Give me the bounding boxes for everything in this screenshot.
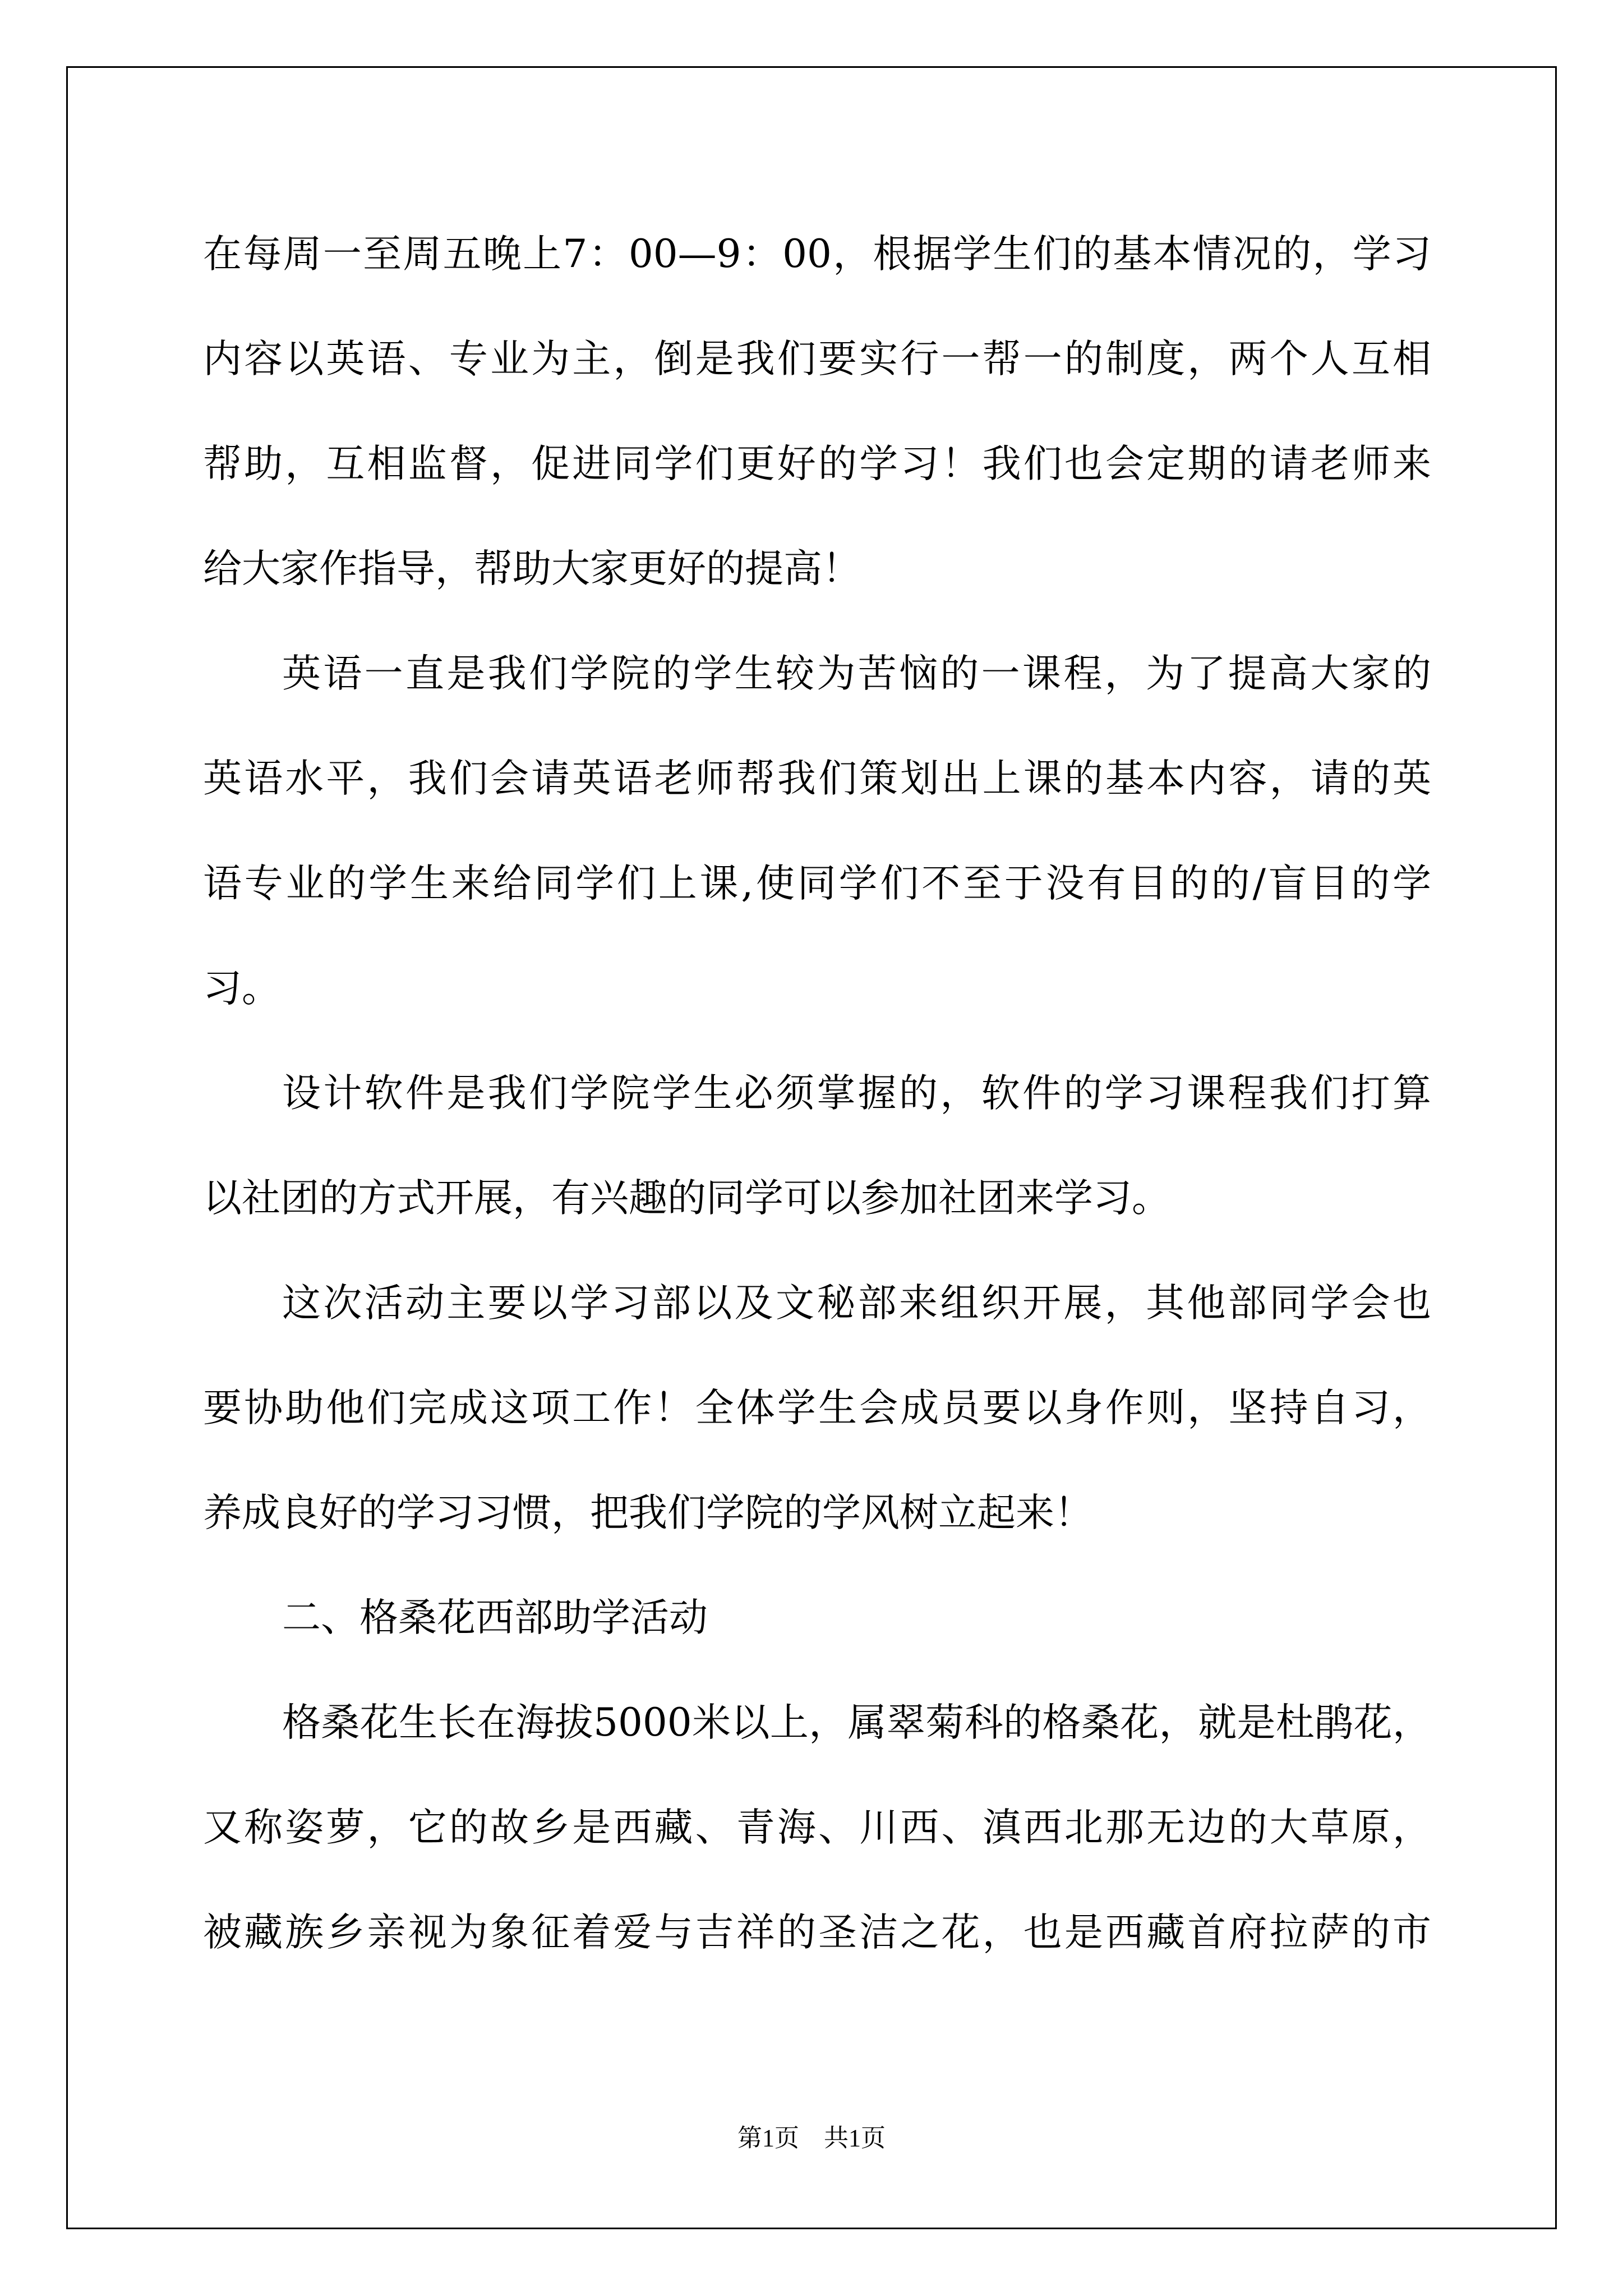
page-number-footer: 第1页 共1页	[737, 2124, 886, 2152]
text-line: 语专业的学生来给同学们上课,使同学们不至于没有目的的/盲目的学	[203, 861, 1431, 906]
text-line: 英语一直是我们学院的学生较为苦恼的一课程，为了提高大家的	[282, 651, 1431, 696]
text-line: 要协助他们完成这项工作！全体学生会成员要以身作则，坚持自习，	[203, 1386, 1431, 1430]
text-line: 英语水平，我们会请英语老师帮我们策划出上课的基本内容，请的英	[203, 756, 1431, 801]
text-line: 又称姿萝，它的故乡是西藏、青海、川西、滇西北那无边的大草原，	[203, 1805, 1431, 1850]
text-line: 在每周一至周五晚上7：00—9：00，根据学生们的基本情况的，学习	[203, 232, 1431, 277]
section-heading: 二、格桑花西部助学活动	[282, 1595, 708, 1640]
text-line: 被藏族乡亲视为象征着爱与吉祥的圣洁之花，也是西藏首府拉萨的市	[203, 1910, 1431, 1955]
text-line: 这次活动主要以学习部以及文秘部来组织开展，其他部同学会也	[282, 1281, 1431, 1326]
text-line: 给大家作指导，帮助大家更好的提高！	[203, 546, 861, 591]
text-line: 格桑花生长在海拔5000米以上，属翠菊科的格桑花，就是杜鹃花，	[282, 1700, 1431, 1745]
text-line: 帮助，互相监督，促进同学们更好的学习！我们也会定期的请老师来	[203, 441, 1431, 486]
text-line: 内容以英语、专业为主，倒是我们要实行一帮一的制度，两个人互相	[203, 337, 1431, 381]
text-line: 设计软件是我们学院学生必须掌握的，软件的学习课程我们打算	[282, 1071, 1431, 1116]
text-line: 养成良好的学习习惯，把我们学院的学风树立起来！	[203, 1490, 1093, 1535]
text-line: 以社团的方式开展，有兴趣的同学可以参加社团来学习。	[203, 1176, 1170, 1221]
text-line: 习。	[203, 966, 280, 1011]
